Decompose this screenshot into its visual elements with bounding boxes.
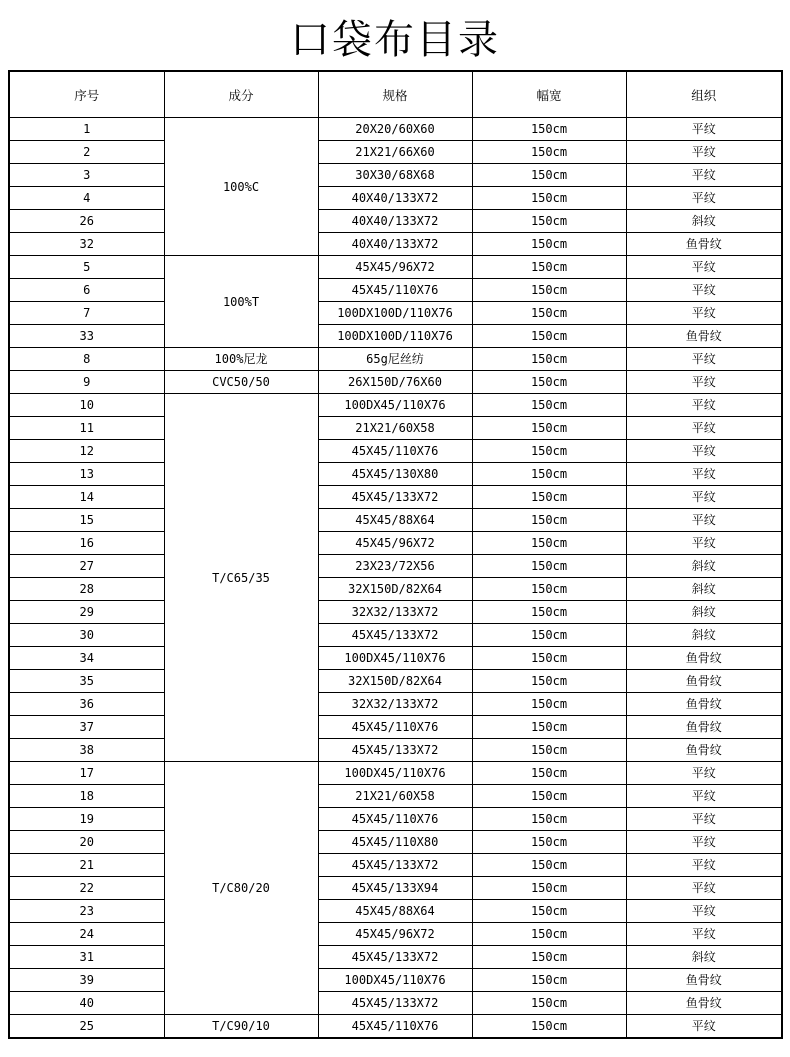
table-row <box>9 877 782 900</box>
cell-no: 17 <box>9 762 164 785</box>
cell-width: 150cm <box>472 923 626 946</box>
cell-width: 150cm <box>472 256 626 279</box>
cell-spec: 45X45/133X94 <box>318 877 472 900</box>
table-row <box>9 831 782 854</box>
cell-weave: 斜纹 <box>626 578 782 601</box>
cell-width: 150cm <box>472 233 626 256</box>
cell-width: 150cm <box>472 762 626 785</box>
table-row <box>9 946 782 969</box>
cell-composition: 100%尼龙 <box>164 348 318 371</box>
table-row <box>9 463 782 486</box>
table-row <box>9 417 782 440</box>
table-row <box>9 371 782 394</box>
cell-spec: 45X45/110X76 <box>318 716 472 739</box>
cell-weave: 斜纹 <box>626 210 782 233</box>
cell-no: 1 <box>9 118 164 141</box>
cell-spec: 100DX100D/110X76 <box>318 302 472 325</box>
cell-no: 9 <box>9 371 164 394</box>
cell-width: 150cm <box>472 624 626 647</box>
cell-width: 150cm <box>472 164 626 187</box>
cell-weave: 平纹 <box>626 532 782 555</box>
cell-weave: 平纹 <box>626 302 782 325</box>
cell-no: 31 <box>9 946 164 969</box>
cell-spec: 32X150D/82X64 <box>318 578 472 601</box>
cell-width: 150cm <box>472 716 626 739</box>
cell-width: 150cm <box>472 417 626 440</box>
cell-weave: 斜纹 <box>626 946 782 969</box>
cell-width: 150cm <box>472 371 626 394</box>
cell-weave: 斜纹 <box>626 555 782 578</box>
cell-weave: 平纹 <box>626 463 782 486</box>
table-body <box>9 118 782 1039</box>
cell-width: 150cm <box>472 348 626 371</box>
cell-width: 150cm <box>472 1015 626 1039</box>
table-row <box>9 647 782 670</box>
cell-width: 150cm <box>472 302 626 325</box>
cell-no: 20 <box>9 831 164 854</box>
cell-width: 150cm <box>472 601 626 624</box>
table-row <box>9 555 782 578</box>
cell-composition: CVC50/50 <box>164 371 318 394</box>
cell-no: 6 <box>9 279 164 302</box>
cell-width: 150cm <box>472 647 626 670</box>
cell-spec: 45X45/133X72 <box>318 486 472 509</box>
cell-width: 150cm <box>472 739 626 762</box>
cell-spec: 32X32/133X72 <box>318 601 472 624</box>
cell-weave: 平纹 <box>626 187 782 210</box>
table-row <box>9 923 782 946</box>
cell-weave: 平纹 <box>626 762 782 785</box>
cell-no: 27 <box>9 555 164 578</box>
cell-width: 150cm <box>472 532 626 555</box>
table-row <box>9 210 782 233</box>
cell-weave: 平纹 <box>626 854 782 877</box>
cell-width: 150cm <box>472 141 626 164</box>
cell-weave: 平纹 <box>626 118 782 141</box>
header-no: 序号 <box>9 71 164 118</box>
cell-composition: T/C90/10 <box>164 1015 318 1039</box>
cell-weave: 平纹 <box>626 256 782 279</box>
table-row <box>9 348 782 371</box>
cell-weave: 鱼骨纹 <box>626 969 782 992</box>
cell-spec: 45X45/133X72 <box>318 624 472 647</box>
cell-weave: 鱼骨纹 <box>626 716 782 739</box>
table-row <box>9 440 782 463</box>
cell-no: 12 <box>9 440 164 463</box>
table-row <box>9 969 782 992</box>
cell-weave: 平纹 <box>626 164 782 187</box>
cell-spec: 26X150D/76X60 <box>318 371 472 394</box>
cell-weave: 平纹 <box>626 279 782 302</box>
cell-no: 22 <box>9 877 164 900</box>
cell-width: 150cm <box>472 325 626 348</box>
cell-weave: 鱼骨纹 <box>626 233 782 256</box>
cell-width: 150cm <box>472 118 626 141</box>
table-row <box>9 716 782 739</box>
table-row <box>9 532 782 555</box>
cell-spec: 45X45/110X76 <box>318 808 472 831</box>
cell-no: 11 <box>9 417 164 440</box>
cell-no: 38 <box>9 739 164 762</box>
cell-spec: 100DX45/110X76 <box>318 647 472 670</box>
cell-weave: 鱼骨纹 <box>626 693 782 716</box>
cell-no: 10 <box>9 394 164 417</box>
table-row <box>9 187 782 210</box>
cell-weave: 平纹 <box>626 486 782 509</box>
cell-spec: 45X45/110X76 <box>318 1015 472 1039</box>
table-row <box>9 808 782 831</box>
cell-spec: 40X40/133X72 <box>318 233 472 256</box>
cell-no: 7 <box>9 302 164 325</box>
header-weave: 组织 <box>626 71 782 118</box>
cell-weave: 鱼骨纹 <box>626 670 782 693</box>
cell-weave: 平纹 <box>626 900 782 923</box>
cell-spec: 45X45/96X72 <box>318 256 472 279</box>
cell-spec: 45X45/88X64 <box>318 509 472 532</box>
cell-width: 150cm <box>472 900 626 923</box>
cell-no: 16 <box>9 532 164 555</box>
cell-width: 150cm <box>472 578 626 601</box>
cell-spec: 45X45/110X80 <box>318 831 472 854</box>
cell-composition: T/C80/20 <box>164 762 318 1015</box>
cell-weave: 鱼骨纹 <box>626 739 782 762</box>
cell-no: 14 <box>9 486 164 509</box>
cell-no: 5 <box>9 256 164 279</box>
cell-spec: 21X21/60X58 <box>318 785 472 808</box>
cell-weave: 平纹 <box>626 877 782 900</box>
cell-width: 150cm <box>472 210 626 233</box>
cell-width: 150cm <box>472 187 626 210</box>
cell-no: 13 <box>9 463 164 486</box>
cell-width: 150cm <box>472 831 626 854</box>
cell-no: 29 <box>9 601 164 624</box>
cell-weave: 平纹 <box>626 808 782 831</box>
table-row <box>9 394 782 417</box>
cell-no: 21 <box>9 854 164 877</box>
cell-no: 33 <box>9 325 164 348</box>
header-width: 幅宽 <box>472 71 626 118</box>
table-row <box>9 164 782 187</box>
cell-no: 3 <box>9 164 164 187</box>
cell-width: 150cm <box>472 486 626 509</box>
table-row <box>9 762 782 785</box>
cell-width: 150cm <box>472 785 626 808</box>
cell-no: 15 <box>9 509 164 532</box>
cell-spec: 45X45/96X72 <box>318 532 472 555</box>
cell-spec: 100DX45/110X76 <box>318 969 472 992</box>
cell-weave: 平纹 <box>626 785 782 808</box>
table-row <box>9 118 782 141</box>
cell-width: 150cm <box>472 992 626 1015</box>
cell-no: 19 <box>9 808 164 831</box>
cell-width: 150cm <box>472 555 626 578</box>
header-spec: 规格 <box>318 71 472 118</box>
cell-weave: 鱼骨纹 <box>626 647 782 670</box>
table-row <box>9 739 782 762</box>
header-composition: 成分 <box>164 71 318 118</box>
cell-spec: 21X21/60X58 <box>318 417 472 440</box>
cell-weave: 平纹 <box>626 417 782 440</box>
cell-width: 150cm <box>472 693 626 716</box>
fabric-catalog-table <box>8 70 783 1039</box>
header-row <box>9 71 782 118</box>
table-row <box>9 624 782 647</box>
cell-spec: 21X21/66X60 <box>318 141 472 164</box>
table-row <box>9 601 782 624</box>
cell-width: 150cm <box>472 946 626 969</box>
cell-no: 24 <box>9 923 164 946</box>
cell-spec: 40X40/133X72 <box>318 210 472 233</box>
cell-no: 30 <box>9 624 164 647</box>
cell-weave: 平纹 <box>626 371 782 394</box>
table-row <box>9 141 782 164</box>
cell-width: 150cm <box>472 877 626 900</box>
cell-no: 35 <box>9 670 164 693</box>
table-row <box>9 279 782 302</box>
cell-spec: 32X150D/82X64 <box>318 670 472 693</box>
cell-spec: 45X45/133X72 <box>318 854 472 877</box>
cell-weave: 平纹 <box>626 440 782 463</box>
cell-weave: 平纹 <box>626 923 782 946</box>
cell-no: 26 <box>9 210 164 233</box>
table-row <box>9 785 782 808</box>
cell-no: 18 <box>9 785 164 808</box>
cell-no: 34 <box>9 647 164 670</box>
table-row <box>9 233 782 256</box>
cell-weave: 鱼骨纹 <box>626 325 782 348</box>
cell-weave: 平纹 <box>626 141 782 164</box>
cell-width: 150cm <box>472 463 626 486</box>
cell-no: 8 <box>9 348 164 371</box>
cell-weave: 平纹 <box>626 831 782 854</box>
cell-spec: 45X45/130X80 <box>318 463 472 486</box>
cell-no: 4 <box>9 187 164 210</box>
cell-composition: 100%T <box>164 256 318 348</box>
table-row <box>9 486 782 509</box>
cell-weave: 平纹 <box>626 509 782 532</box>
cell-spec: 20X20/60X60 <box>318 118 472 141</box>
table-row <box>9 670 782 693</box>
table-row <box>9 302 782 325</box>
cell-width: 150cm <box>472 509 626 532</box>
table-row <box>9 256 782 279</box>
cell-no: 25 <box>9 1015 164 1039</box>
cell-weave: 平纹 <box>626 348 782 371</box>
cell-width: 150cm <box>472 969 626 992</box>
cell-width: 150cm <box>472 808 626 831</box>
table-row <box>9 325 782 348</box>
cell-spec: 45X45/110X76 <box>318 279 472 302</box>
table-row <box>9 1015 782 1039</box>
cell-no: 28 <box>9 578 164 601</box>
table-row <box>9 992 782 1015</box>
cell-spec: 32X32/133X72 <box>318 693 472 716</box>
cell-weave: 斜纹 <box>626 601 782 624</box>
cell-no: 36 <box>9 693 164 716</box>
cell-no: 40 <box>9 992 164 1015</box>
cell-no: 23 <box>9 900 164 923</box>
cell-weave: 鱼骨纹 <box>626 992 782 1015</box>
page-title: 口袋布目录 <box>290 17 500 63</box>
cell-no: 37 <box>9 716 164 739</box>
cell-width: 150cm <box>472 394 626 417</box>
cell-spec: 100DX45/110X76 <box>318 762 472 785</box>
cell-weave: 平纹 <box>626 1015 782 1039</box>
cell-no: 39 <box>9 969 164 992</box>
cell-spec: 45X45/133X72 <box>318 946 472 969</box>
cell-composition: 100%C <box>164 118 318 256</box>
table-row <box>9 578 782 601</box>
table-row <box>9 854 782 877</box>
cell-spec: 45X45/133X72 <box>318 992 472 1015</box>
cell-spec: 30X30/68X68 <box>318 164 472 187</box>
cell-no: 2 <box>9 141 164 164</box>
cell-width: 150cm <box>472 854 626 877</box>
cell-spec: 100DX45/110X76 <box>318 394 472 417</box>
cell-no: 32 <box>9 233 164 256</box>
cell-composition: T/C65/35 <box>164 394 318 762</box>
cell-spec: 45X45/133X72 <box>318 739 472 762</box>
cell-spec: 40X40/133X72 <box>318 187 472 210</box>
cell-width: 150cm <box>472 279 626 302</box>
cell-spec: 65g尼丝纺 <box>318 348 472 371</box>
cell-weave: 平纹 <box>626 394 782 417</box>
cell-spec: 100DX100D/110X76 <box>318 325 472 348</box>
cell-spec: 45X45/88X64 <box>318 900 472 923</box>
cell-spec: 45X45/110X76 <box>318 440 472 463</box>
cell-width: 150cm <box>472 670 626 693</box>
table-row <box>9 693 782 716</box>
cell-width: 150cm <box>472 440 626 463</box>
table-row <box>9 900 782 923</box>
table-row <box>9 509 782 532</box>
cell-spec: 45X45/96X72 <box>318 923 472 946</box>
cell-spec: 23X23/72X56 <box>318 555 472 578</box>
cell-weave: 斜纹 <box>626 624 782 647</box>
